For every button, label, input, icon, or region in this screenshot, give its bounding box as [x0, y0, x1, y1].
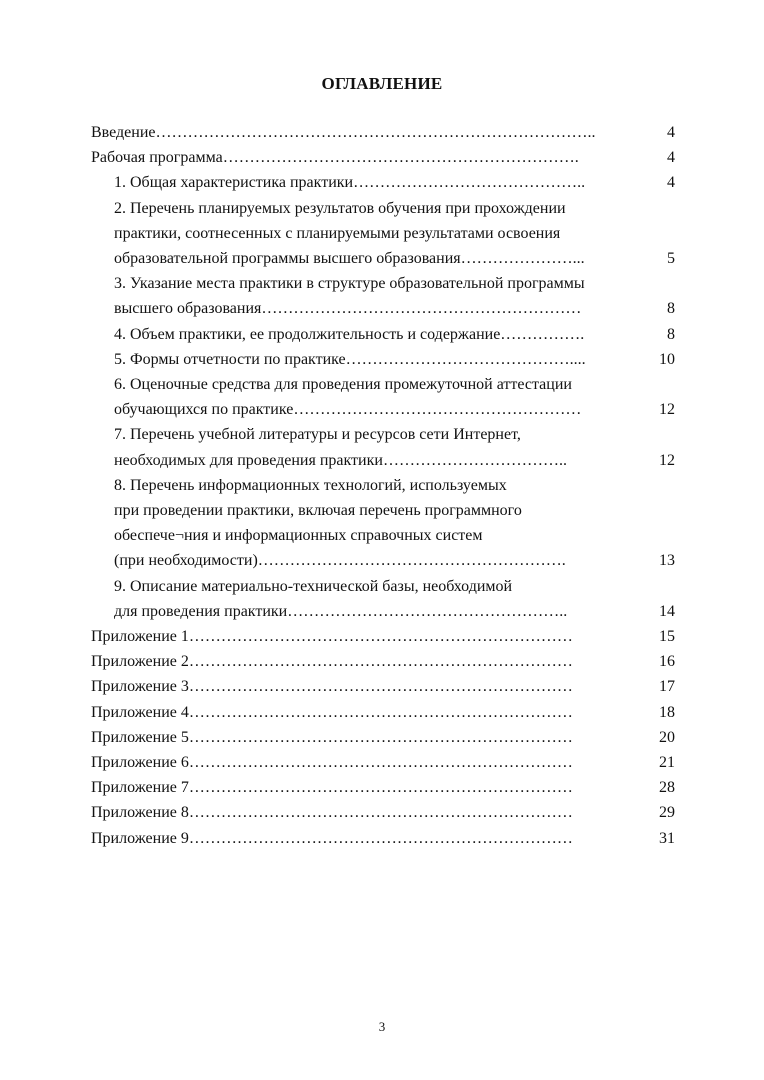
toc-entry-page: 15 [659, 628, 675, 646]
toc-entry-text: Приложение 1……………………………………………………………… [91, 628, 573, 646]
toc-entry [91, 347, 675, 372]
toc-entry-text: Приложение 5……………………………………………………………… [91, 728, 573, 746]
page-title: ОГЛАВЛЕНИЕ [321, 74, 443, 93]
table-of-contents [91, 120, 675, 851]
toc-entry [91, 624, 675, 649]
toc-entry [91, 725, 675, 750]
toc-entry [91, 700, 675, 725]
toc-entry-text: Рабочая программа…………………………………………………………. [91, 149, 579, 167]
toc-entry-page: 14 [659, 602, 675, 620]
toc-entry-text: Введение……………………………………………………………………….. [91, 124, 596, 141]
toc-entry [91, 322, 675, 347]
toc-entry-page: 31 [659, 829, 675, 847]
toc-entry-page: 8 [667, 325, 675, 343]
toc-entry [91, 775, 675, 800]
toc-entry [91, 196, 675, 272]
toc-entry-text: 8. Перечень информационных технологий, используемых при проведении практики, включая перечень программного обеспече¬ния и информационных справочных систем (при необходимости)…………………………………………………. [114, 476, 566, 570]
toc-entry [91, 750, 675, 775]
toc-entry-text: 4. Объем практики, ее продолжительность и содержание……………. [114, 325, 585, 343]
toc-entry-text: Приложение 9……………………………………………………………… [91, 829, 573, 847]
toc-entry-page: 10 [659, 350, 675, 368]
toc-entry-page: 20 [659, 728, 675, 746]
toc-entry-text: Приложение 6……………………………………………………………… [91, 754, 573, 772]
toc-entry [91, 649, 675, 674]
toc-entry [91, 574, 675, 624]
toc-entry [91, 271, 675, 321]
toc-entry-page: 16 [659, 653, 675, 671]
toc-entry [91, 674, 675, 699]
toc-entry [91, 826, 675, 851]
toc-entry [91, 372, 675, 422]
toc-entry-text: 6. Оценочные средства для проведения промежуточной аттестации обучающихся по практике……………………………………………… [114, 376, 582, 419]
toc-entry-page: 4 [667, 174, 675, 192]
toc-entry-page: 21 [659, 754, 675, 772]
toc-entry-page: 8 [667, 300, 675, 318]
toc-entry-text: 7. Перечень учебной литературы и ресурсов сети Интернет, необходимых для проведения практики…………………………….. [114, 426, 567, 469]
toc-entry-text: 1. Общая характеристика практики…………………………………….. [114, 174, 586, 192]
toc-entry [91, 422, 675, 472]
toc-entry-page: 29 [659, 804, 675, 822]
toc-entry-page: 5 [667, 250, 675, 268]
toc-entry-page: 12 [659, 451, 675, 469]
toc-entry-text: Приложение 2……………………………………………………………… [91, 653, 573, 671]
toc-entry-text: Приложение 3……………………………………………………………… [91, 678, 573, 696]
toc-entry [91, 120, 675, 145]
toc-entry [91, 170, 675, 195]
toc-entry-page: 18 [659, 703, 675, 721]
toc-entry-text: 9. Описание материально-технической базы, необходимой для проведения практики…………………………………………….. [114, 577, 568, 620]
toc-entry-page: 4 [667, 149, 675, 167]
toc-entry-text: Приложение 4……………………………………………………………… [91, 703, 573, 721]
toc-entry [91, 800, 675, 825]
toc-entry [91, 145, 675, 170]
toc-entry-text: 3. Указание места практики в структуре образовательной программы высшего образования…………………………………………………… [114, 275, 585, 318]
toc-entry-text: Приложение 8……………………………………………………………… [91, 804, 573, 822]
toc-entry-text: Приложение 7……………………………………………………………… [91, 779, 573, 797]
toc-entry-page: 13 [659, 552, 675, 570]
page-number: 3 [378, 1019, 386, 1034]
toc-entry [91, 473, 675, 574]
toc-entry-page: 28 [659, 779, 675, 797]
toc-entry-page: 4 [667, 124, 675, 141]
toc-entry-page: 17 [659, 678, 675, 696]
toc-entry-text: 5. Формы отчетности по практике…………………………………….... [114, 350, 586, 368]
toc-entry-page: 12 [659, 401, 675, 419]
toc-entry-text: 2. Перечень планируемых результатов обучения при прохождении практики, соотнесенных с планируемыми результатами освоения образовательной программы высшего образования…………………... [114, 199, 585, 268]
